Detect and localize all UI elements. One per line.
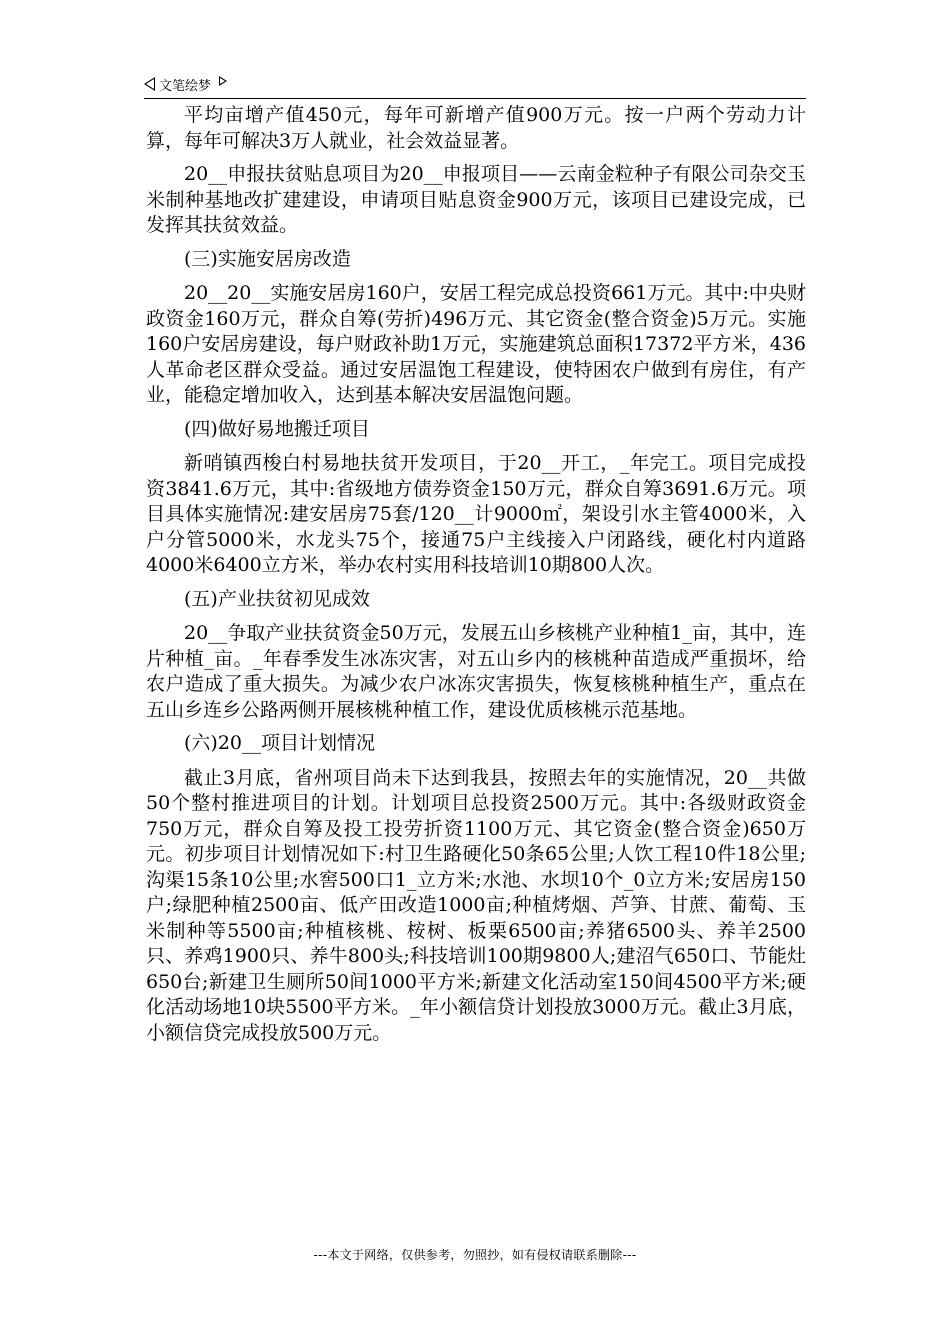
section-heading: (三)实施安居房改造 — [184, 247, 351, 270]
section-heading: (六)20__项目计划情况 — [184, 732, 376, 754]
document-body — [146, 103, 806, 1054]
section-heading: (五)产业扶贫初见成效 — [184, 587, 370, 610]
footer-notice: ---本文于网络，仅供参考，勿照抄，如有侵权请联系删除--- — [313, 1248, 637, 1262]
page-header — [144, 72, 806, 96]
paragraph: 平均亩增产值450元，每年可新增产值900万元。按一户两个劳动力计算，每年可解决3万人就业，社会效益显著。 — [146, 104, 806, 152]
paragraph: 新哨镇西梭白村易地扶贫开发项目，于20__开工，_年完工。项目完成投资3841.6万元，其中:省级地方债券资金150万元，群众自筹3691.6万元。项目具体实施情况:建安居房75套/120__计9000㎡，架设引水主管4000米，入户分管5000米，水龙头75个，接通75户主线接入户闭路线，硬化村内道路4000米6400立方米，举办农村实用科技培训10期800人次。 — [146, 452, 806, 576]
paragraph: 20__争取产业扶贫资金50万元，发展五山乡核桃产业种植1_亩，其中，连片种植_亩。_年春季发生冰冻灾害，对五山乡内的核桃种苗造成严重损坏，给农户造成了重大损失。为减少农户冰冻灾害损失，恢复核桃种植生产，重点在五山乡连乡公路两侧开展核桃种植工作，建设优质核桃示范基地。 — [146, 622, 806, 721]
section-heading: (四)做好易地搬迁项目 — [184, 417, 370, 440]
triangle-left-icon — [144, 77, 155, 91]
header-brand: 文笔绘梦 — [159, 78, 212, 94]
triangle-right-icon — [219, 76, 227, 86]
paragraph: 20__20__实施安居房160户，安居工程完成总投资661万元。其中:中央财政资金160万元，群众自筹(劳折)496万元、其它资金(整合资金)5万元。实施160户安居房建设，每户财政补助1万元，实施建筑总面积17372平方米，436人革命老区群众受益。通过安居温饱工程建设，使特困农户做到有房住，有产业，能稳定增加收入，达到基本解决安居温饱问题。 — [146, 282, 806, 406]
paragraph: 20__申报扶贫贴息项目为20__申报项目——云南金粒种子有限公司杂交玉米制种基地改扩建建设，申请项目贴息资金900万元，该项目已建设完成，已发挥其扶贫效益。 — [146, 163, 806, 236]
paragraph: 截止3月底，省州项目尚未下达到我县，按照去年的实施情况，20__共做50个整村推进项目的计划。计划项目总投资2500万元。其中:各级财政资金750万元，群众自筹及投工投劳折资1100万元、其它资金(整合资金)650万元。初步项目计划情况如下:村卫生路硬化50条65公里;人饮工程10件18公里;沟渠15条10公里;水窖500口1_立方米;水池、水坝10个_0立方米;安居房150户;绿肥种植2500亩、低产田改造1000亩;种植烤烟、芦笋、甘蔗、葡萄、玉米制种等5500亩;种植核桃、桉树、板栗6500亩;养猪6500头、养羊2500只、养鸡1900只、养牛800头;科技培训100期9800人;建沼气650口、节能灶650台;新建卫生厕所50间1000平方米;新建文化活动室150间4500平方米;硬化活动场地10块5500平方米。_年小额信贷计划投放3000万元。截止3月底，小额信贷完成投放500万元。 — [146, 766, 806, 1044]
header-divider — [144, 98, 806, 99]
